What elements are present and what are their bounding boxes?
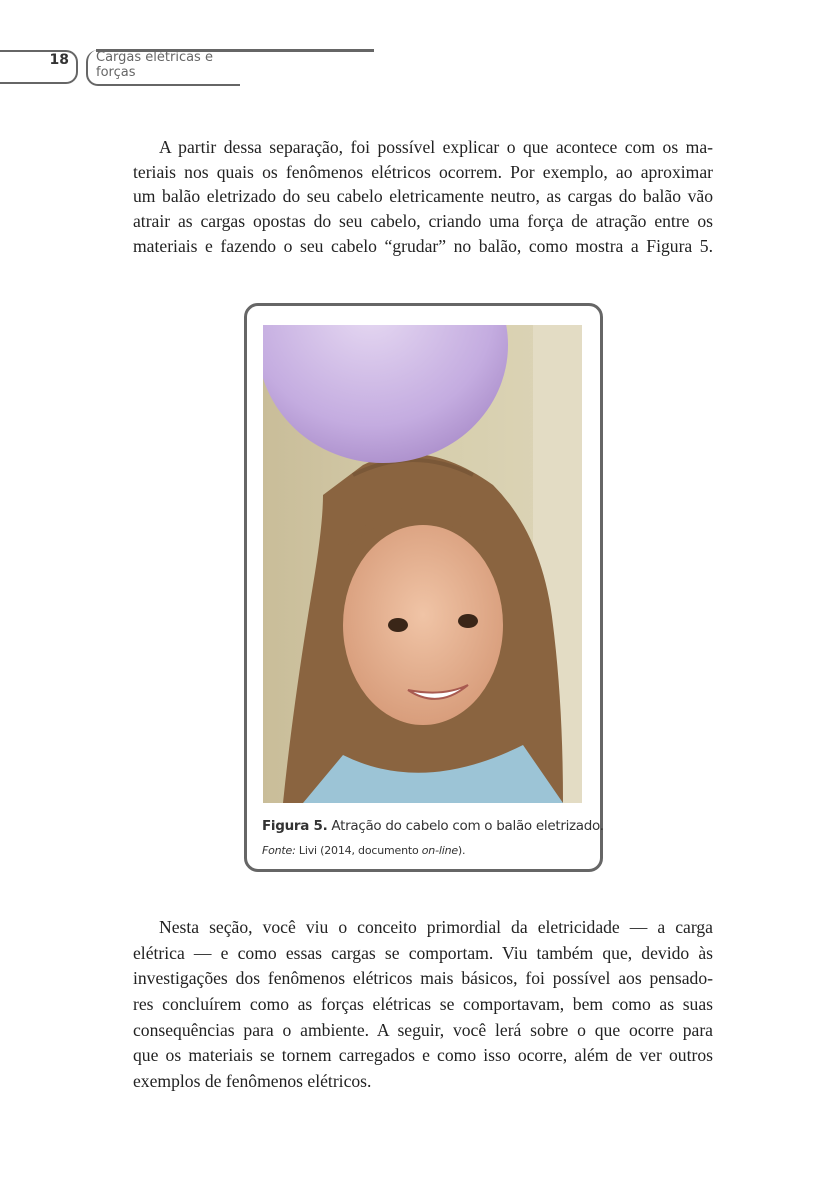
text-line: materiais e fazendo o seu cabelo “grudar” no balão, como mostra a Figura 5.	[133, 235, 713, 256]
text-line: investigações dos fenômenos elétricos mais básicos, foi possível aos pensado-	[133, 968, 713, 989]
figure-source	[262, 844, 465, 857]
chapter-title: Cargas elétricas e forças	[86, 50, 240, 86]
text-line: atrair as cargas opostas do seu cabelo, criando uma força de atração entre os	[133, 211, 713, 232]
text-line: um balão eletrizado do seu cabelo eletricamente neutro, as cargas do balão vão	[133, 186, 713, 207]
page-number: 18	[0, 50, 78, 84]
source-italic: on-line	[421, 844, 458, 857]
caption-text: Atração do cabelo com o balão eletrizado.	[331, 818, 604, 834]
source-label: Fonte:	[262, 844, 296, 857]
figure-caption	[262, 818, 604, 834]
text-line: elétrica — e como essas cargas se comportam. Viu também que, devido às	[133, 942, 713, 963]
text-line: exemplos de fenômenos elétricos.	[133, 1071, 372, 1092]
text-line: A partir dessa separação, foi possível explicar o que acontece com os ma-	[159, 137, 713, 157]
figure-5	[244, 303, 603, 872]
text-line: res concluírem como as forças elétricas se comportavam, bem como as suas	[133, 994, 713, 1015]
text-line: teriais nos quais os fenômenos elétricos ocorrem. Por exemplo, ao aproximar	[133, 161, 713, 182]
text-line: consequências para o ambiente. A seguir, você lerá sobre o que ocorre para	[133, 1019, 713, 1040]
text-line: que os materiais se tornem carregados e como isso ocorre, além de ver outros	[133, 1045, 713, 1066]
source-text: Livi (2014, documento	[298, 844, 422, 857]
source-end: ).	[457, 844, 466, 857]
photo-girl-with-balloon	[263, 325, 582, 803]
text-line: Nesta seção, você viu o conceito primordial da eletricidade — a carga	[159, 917, 713, 937]
paragraph-2	[133, 915, 713, 1095]
figure-label: Figura 5.	[262, 818, 328, 834]
paragraph-1	[133, 135, 713, 258]
